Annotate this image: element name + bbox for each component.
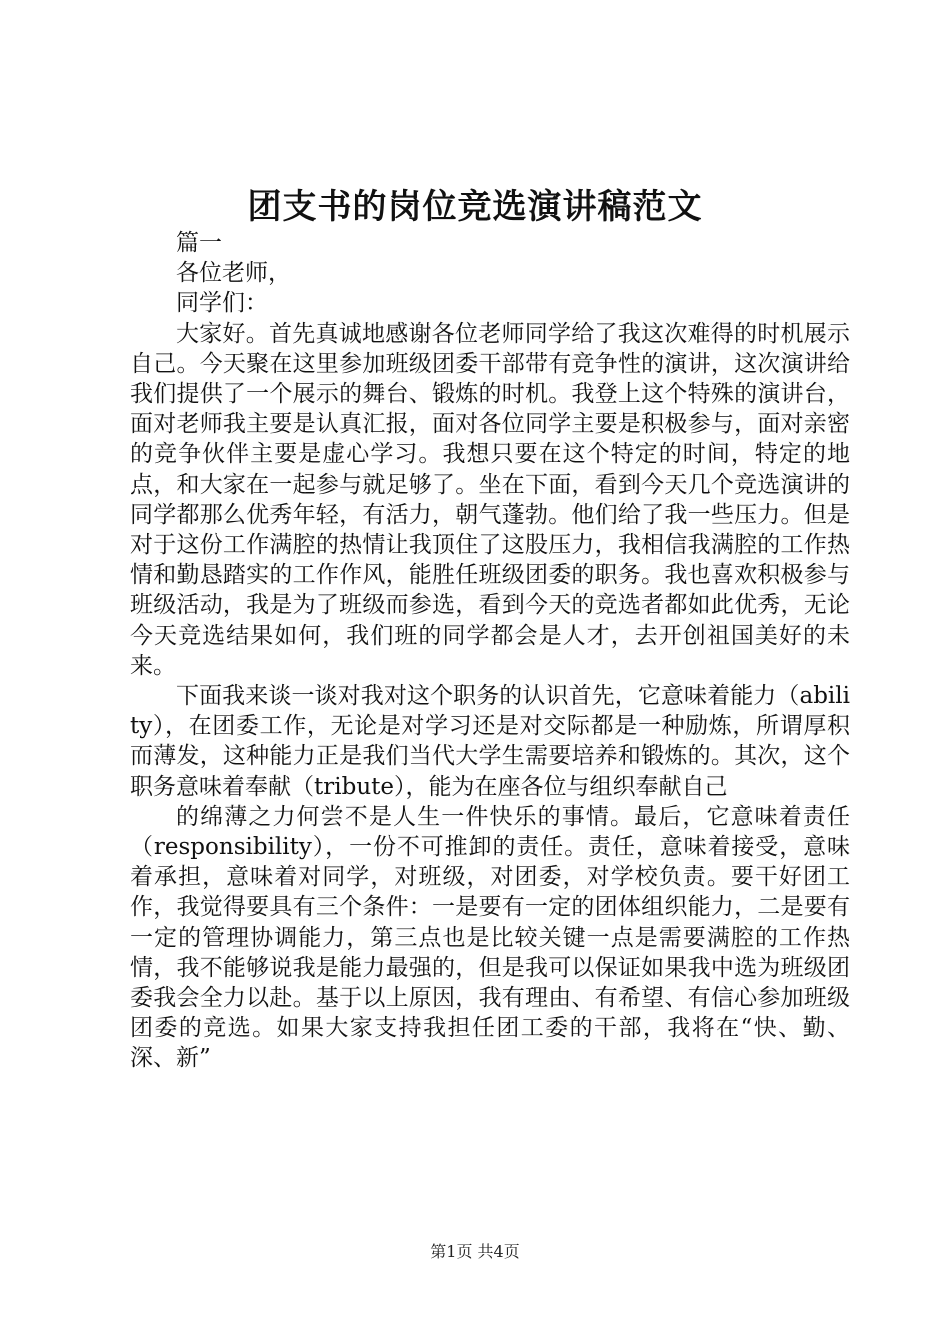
- salutation-students: 同学们：: [176, 290, 268, 317]
- document-body: [130, 228, 850, 1074]
- document-title: 团支书的岗位竞选演讲稿范文: [247, 187, 703, 227]
- salutation-teachers: 各位老师，: [176, 260, 291, 287]
- paragraph-responsibility: 的绵薄之力何尝不是人生一件快乐的事情。最后，它意味着责任（responsibility），一份不可推卸的责任。责任，意味着接受，意味着承担，意味着对同学，对班级，对团委，对学校负责。要干好团工作，我觉得要具有三个条件：一是要有一定的团体组织能力，二是要有一定的管理协调能力，第三点也是比较关键一点是需要满腔的工作热情，我不能够说我是能力最强的，但是我可以保证如果我中选为班级团委我会全力以赴。基于以上原因，我有理由、有希望、有信心参加班级团委的竞选。如果大家支持我担任团工委的干部，我将在“快、勤、深、新”: [130, 803, 850, 1072]
- paragraph-greeting: 大家好。首先真诚地感谢各位老师同学给了我这次难得的时机展示自己。今天聚在这里参加班级团委干部带有竞争性的演讲，这次演讲给我们提供了一个展示的舞台、锻炼的时机。我登上这个特殊的演讲台，面对老师我主要是认真汇报，面对各位同学主要是积极参与，面对亲密的竞争伙伴主要是虚心学习。我想只要在这个特定的时间，特定的地点，和大家在一起参与就足够了。坐在下面，看到今天几个竞选演讲的同学都那么优秀年轻，有活力，朝气蓬勃。他们给了我一些压力。但是对于这份工作满腔的热情让我顶住了这股压力，我相信我满腔的工作热情和勤恳踏实的工作作风，能胜任班级团委的职务。我也喜欢积极参与班级活动，我是为了班级而参选，看到今天的竞选者都如此优秀，无论今天竞选结果如何，我们班的同学都会是人才，去开创祖国美好的未来。: [130, 320, 850, 679]
- page-number-footer: 第1页 共4页: [430, 1242, 520, 1261]
- paragraph-role-understanding: 下面我来谈一谈对我对这个职务的认识首先，它意味着能力（ability），在团委工作，无论是对学习还是对交际都是一种励炼，所谓厚积而薄发，这种能力正是我们当代大学生需要培养和锻炼的。其次，这个职务意味着奉献（tribute），能为在座各位与组织奉献自己: [130, 683, 850, 800]
- section-label: 篇一: [176, 230, 222, 256]
